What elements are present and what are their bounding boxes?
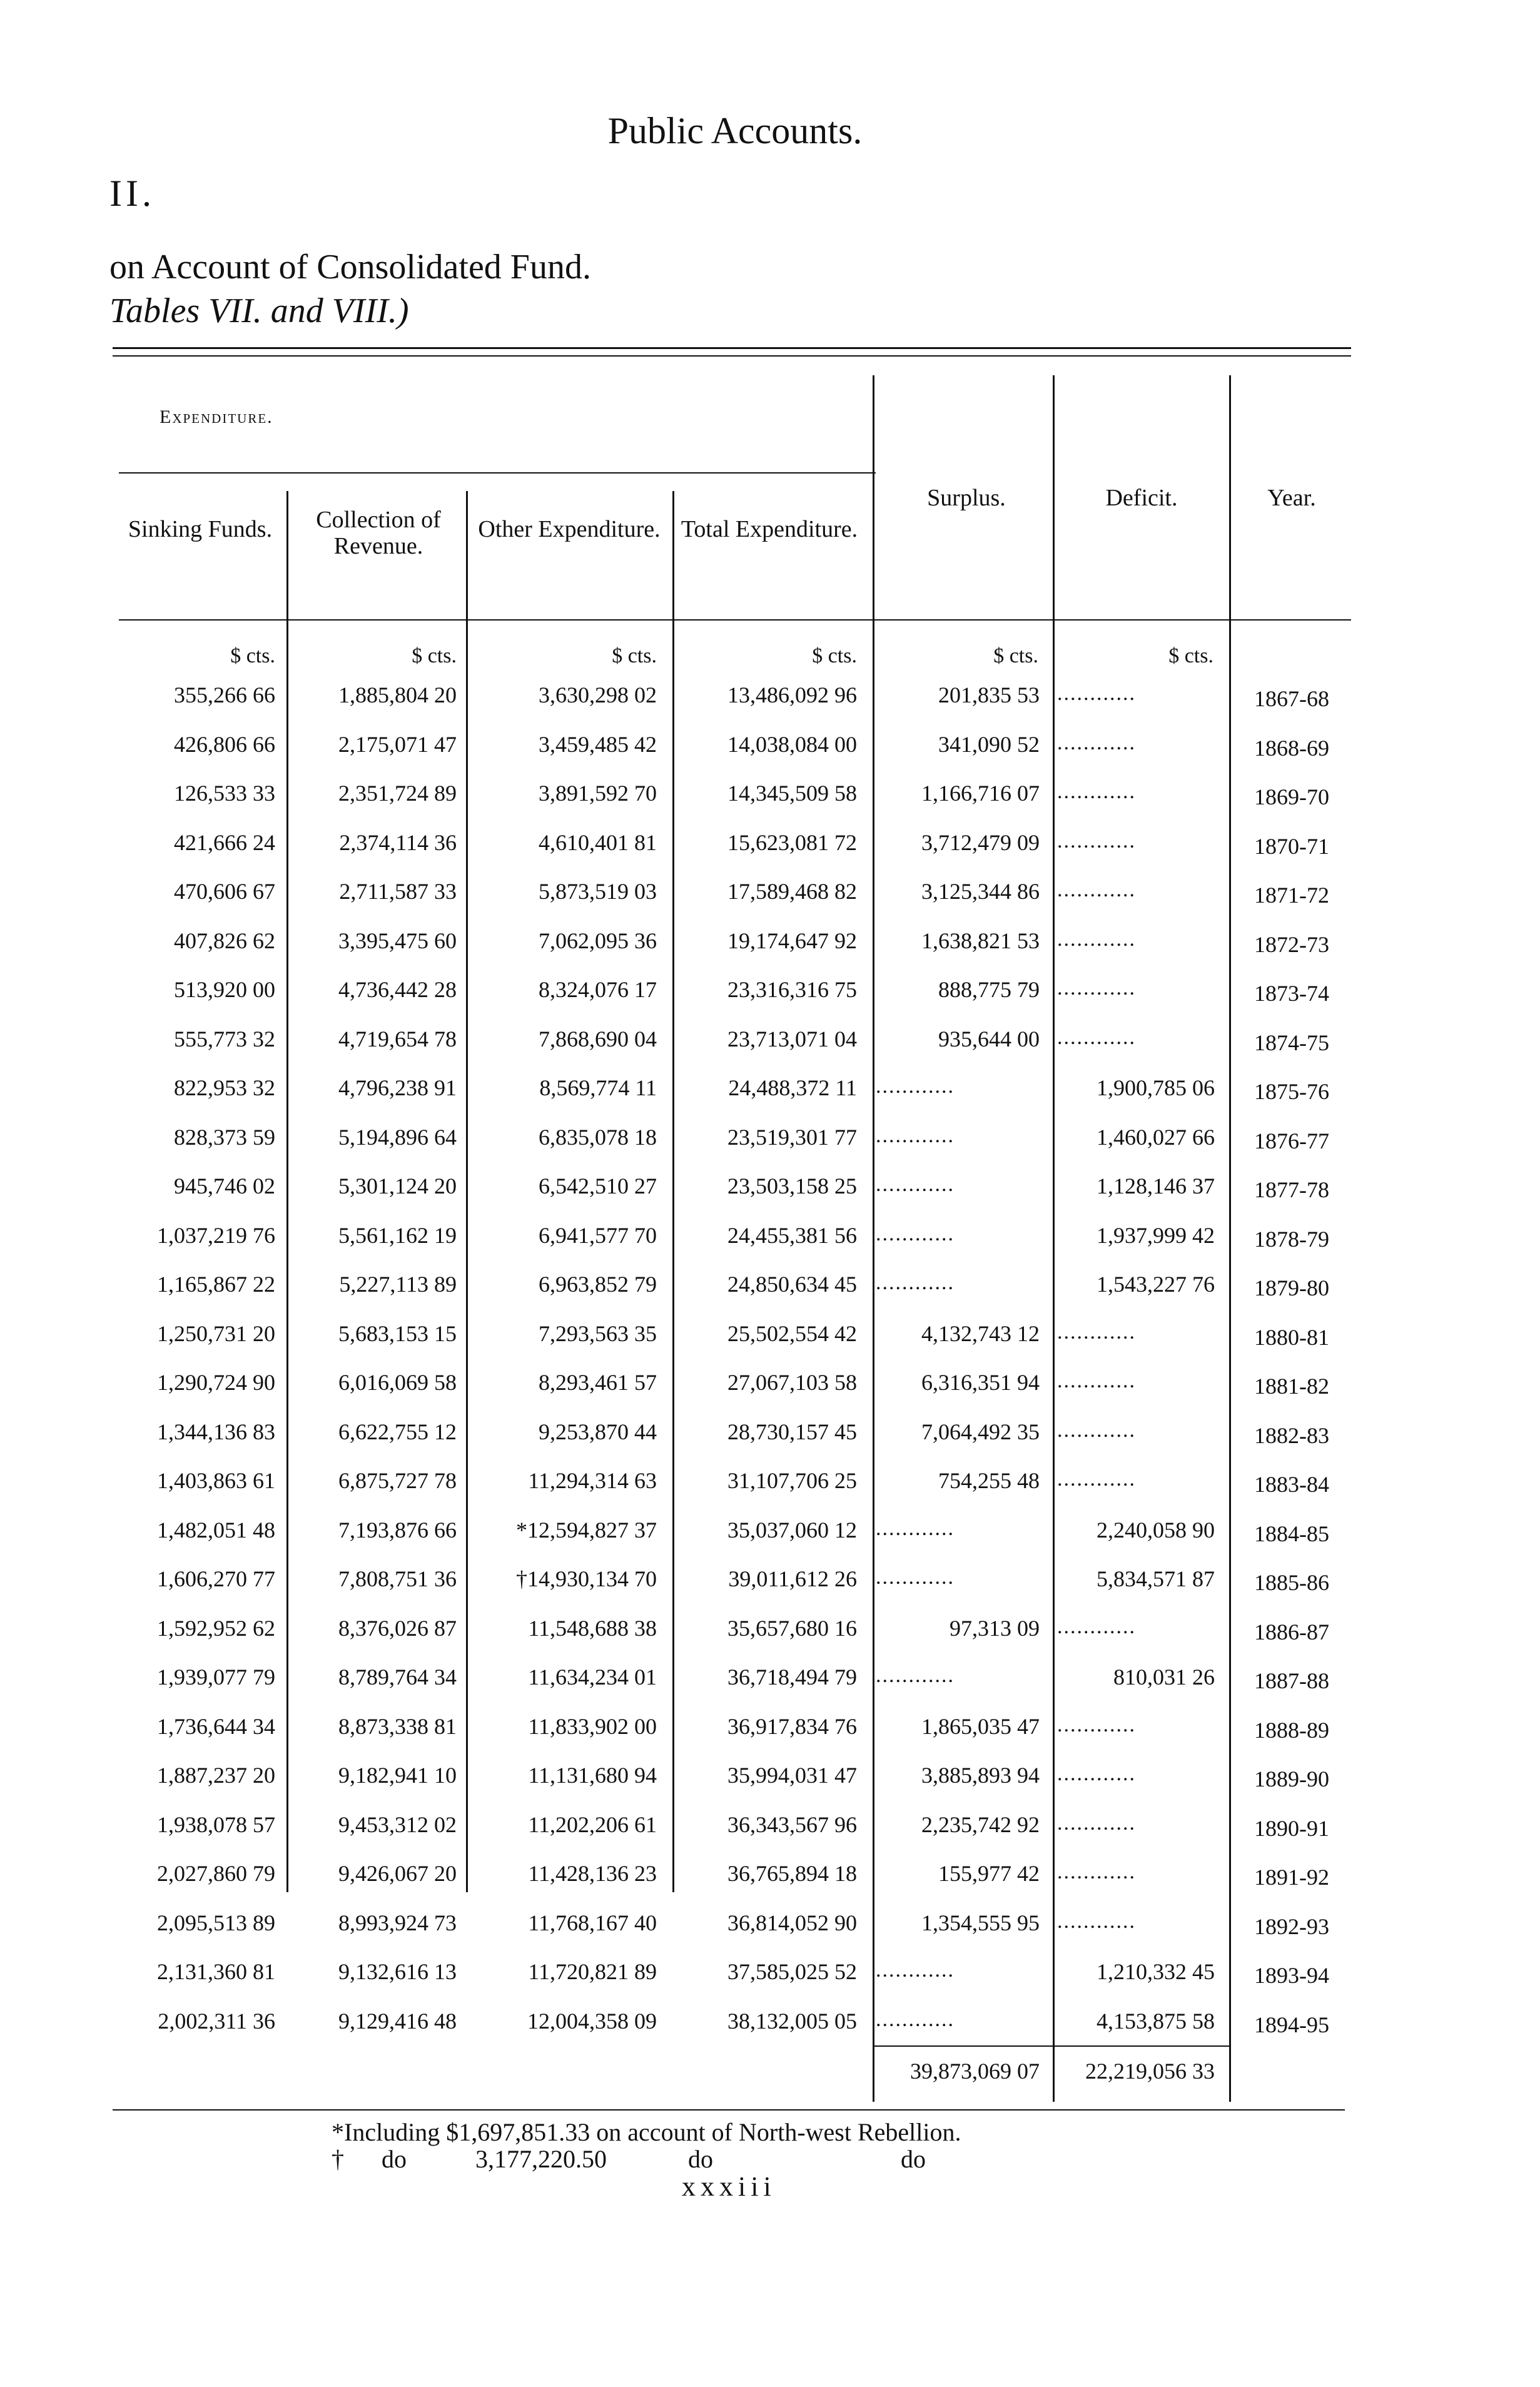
col-rule-1 — [286, 491, 288, 1892]
total-cell: 25,502,554 42 — [727, 1321, 857, 1346]
sinking-cell: 355,266 66 — [174, 682, 275, 707]
year-cell: 1893-94 — [1254, 1963, 1329, 1988]
collection-cell: 1,885,804 20 — [338, 682, 457, 707]
collection-cell: 2,374,114 36 — [339, 830, 457, 855]
subtitle-line-1: on Account of Consolidated Fund. — [109, 248, 591, 286]
collection-cell: 9,182,941 10 — [338, 1763, 457, 1788]
total-cell: 36,343,567 96 — [727, 1812, 857, 1837]
sinking-cell: 426,806 66 — [174, 732, 275, 757]
year-cell: 1883-84 — [1254, 1472, 1329, 1497]
sinking-cell: 2,002,311 36 — [158, 2009, 275, 2034]
sinking-cell: 1,939,077 79 — [157, 1665, 275, 1690]
other-cell: 12,004,358 09 — [527, 2009, 657, 2034]
deficit-leader-dots: ............ — [1057, 1467, 1136, 1491]
top-rule-2 — [113, 355, 1351, 357]
page-title: Public Accounts. — [607, 110, 863, 151]
other-cell: 3,891,592 70 — [539, 781, 657, 806]
year-cell: 1878-79 — [1254, 1227, 1329, 1252]
sinking-cell: 2,027,860 79 — [157, 1861, 275, 1886]
other-cell: 11,720,821 89 — [528, 1959, 657, 1984]
surplus-cell: 888,775 79 — [938, 977, 1040, 1002]
other-cell: 11,294,314 63 — [528, 1468, 657, 1493]
sinking-cell: 1,403,863 61 — [157, 1468, 275, 1493]
total-cell: 31,107,706 25 — [727, 1468, 857, 1493]
total-cell: 36,765,894 18 — [727, 1861, 857, 1886]
sinking-cell: 513,920 00 — [174, 977, 275, 1002]
total-cell: 14,038,084 00 — [727, 732, 857, 757]
surplus-cell: 1,166,716 07 — [921, 781, 1040, 806]
sinking-cell: 1,938,078 57 — [157, 1812, 275, 1837]
sinking-cell: 1,606,270 77 — [157, 1566, 275, 1591]
col-head-collection: Collection of Revenue. — [316, 507, 441, 559]
total-cell: 35,994,031 47 — [727, 1763, 857, 1788]
collection-cell: 8,789,764 34 — [338, 1665, 457, 1690]
subtitle-line-2: Tables VII. and VIII.) — [109, 291, 409, 330]
deficit-leader-dots: ............ — [1057, 1860, 1136, 1883]
year-cell: 1873-74 — [1254, 981, 1329, 1006]
footnote-2-amount: 3,177,220.50 — [475, 2145, 607, 2173]
collection-cell: 7,193,876 66 — [338, 1518, 457, 1543]
year-cell: 1876-77 — [1254, 1128, 1329, 1153]
other-cell: 11,768,167 40 — [528, 1910, 657, 1935]
year-cell: 1875-76 — [1254, 1079, 1329, 1104]
other-cell: 7,868,690 04 — [539, 1026, 657, 1052]
collection-cell: 9,426,067 20 — [338, 1861, 457, 1886]
other-cell: 6,835,078 18 — [539, 1125, 657, 1150]
other-cell: 8,569,774 11 — [539, 1075, 657, 1100]
year-cell: 1872-73 — [1254, 932, 1329, 957]
surplus-cell: 341,090 52 — [938, 732, 1040, 757]
total-cell: 39,011,612 26 — [728, 1566, 857, 1591]
sinking-cell: 828,373 59 — [174, 1125, 275, 1150]
surplus-leader-dots: ............ — [876, 1959, 955, 1982]
deficit-leader-dots: ............ — [1057, 780, 1136, 803]
surplus-cell: 1,865,035 47 — [921, 1714, 1040, 1739]
other-cell: 7,062,095 36 — [539, 928, 657, 953]
col-rule-3 — [672, 491, 674, 1892]
collection-cell: 4,719,654 78 — [338, 1026, 457, 1052]
footnote-2-do: do — [382, 2145, 407, 2173]
header-rule — [119, 619, 1351, 621]
col-rule-5 — [1053, 375, 1055, 2102]
deficit-cell: 1,937,999 42 — [1097, 1223, 1215, 1248]
year-cell: 1871-72 — [1254, 883, 1329, 908]
total-cell: 37,585,025 52 — [727, 1959, 857, 1984]
deficit-leader-dots: ............ — [1057, 1320, 1136, 1344]
total-cell: 15,623,081 72 — [727, 830, 857, 855]
unit-deficit: $ cts. — [1168, 644, 1213, 667]
surplus-cell: 4,132,743 12 — [921, 1321, 1040, 1346]
year-cell: 1870-71 — [1254, 834, 1329, 859]
totals-rule — [874, 2045, 1230, 2047]
year-cell: 1869-70 — [1254, 784, 1329, 809]
sinking-cell: 1,482,051 48 — [157, 1518, 275, 1543]
surplus-cell: 2,235,742 92 — [921, 1812, 1040, 1837]
collection-cell: 9,132,616 13 — [338, 1959, 457, 1984]
other-cell: †14,930,134 70 — [516, 1566, 657, 1591]
year-cell: 1879-80 — [1254, 1275, 1329, 1300]
deficit-cell: 1,900,785 06 — [1097, 1075, 1215, 1100]
total-cell: 13,486,092 96 — [727, 682, 857, 707]
other-cell: 11,833,902 00 — [528, 1714, 657, 1739]
other-cell: 11,428,136 23 — [528, 1861, 657, 1886]
surplus-cell: 3,712,479 09 — [921, 830, 1040, 855]
surplus-cell: 6,316,351 94 — [921, 1370, 1040, 1395]
deficit-leader-dots: ............ — [1057, 682, 1136, 705]
sinking-cell: 1,736,644 34 — [157, 1714, 275, 1739]
surplus-leader-dots: ............ — [876, 1075, 955, 1098]
year-cell: 1881-82 — [1254, 1374, 1329, 1399]
deficit-cell: 1,128,146 37 — [1097, 1173, 1215, 1199]
deficit-leader-dots: ............ — [1057, 878, 1136, 901]
collection-cell: 6,622,755 12 — [338, 1419, 457, 1444]
total-cell: 38,132,005 05 — [727, 2009, 857, 2034]
deficit-leader-dots: ............ — [1057, 1713, 1136, 1736]
unit-surplus: $ cts. — [993, 644, 1038, 667]
total-cell: 27,067,103 58 — [727, 1370, 857, 1395]
deficit-leader-dots: ............ — [1057, 1419, 1136, 1442]
surplus-leader-dots: ............ — [876, 2008, 955, 2031]
year-cell: 1889-90 — [1254, 1766, 1329, 1792]
collection-cell: 4,796,238 91 — [338, 1075, 457, 1100]
col-head-deficit: Deficit. — [1105, 485, 1178, 511]
surplus-cell: 1,638,821 53 — [921, 928, 1040, 953]
collection-cell: 5,301,124 20 — [338, 1173, 457, 1199]
col-rule-6 — [1229, 375, 1231, 2102]
sinking-cell: 1,887,237 20 — [157, 1763, 275, 1788]
sinking-cell: 1,592,952 62 — [157, 1616, 275, 1641]
year-cell: 1894-95 — [1254, 2012, 1329, 2037]
expenditure-underline — [119, 472, 876, 474]
year-cell: 1868-69 — [1254, 736, 1329, 761]
surplus-leader-dots: ............ — [876, 1173, 955, 1196]
year-cell: 1882-83 — [1254, 1423, 1329, 1448]
surplus-cell: 155,977 42 — [938, 1861, 1040, 1886]
sinking-cell: 1,250,731 20 — [157, 1321, 275, 1346]
deficit-leader-dots: ............ — [1057, 1812, 1136, 1835]
total-surplus: 39,873,069 07 — [910, 2059, 1040, 2084]
total-cell: 35,657,680 16 — [727, 1616, 857, 1641]
collection-cell: 5,561,162 19 — [338, 1223, 457, 1248]
deficit-cell: 1,210,332 45 — [1097, 1959, 1215, 1984]
other-cell: 11,634,234 01 — [528, 1665, 657, 1690]
collection-cell: 8,873,338 81 — [338, 1714, 457, 1739]
surplus-leader-dots: ............ — [876, 1124, 955, 1147]
other-cell: 11,131,680 94 — [528, 1763, 657, 1788]
collection-cell: 5,683,153 15 — [338, 1321, 457, 1346]
year-cell: 1886-87 — [1254, 1619, 1329, 1645]
year-cell: 1884-85 — [1254, 1521, 1329, 1546]
surplus-cell: 3,125,344 86 — [921, 879, 1040, 904]
collection-cell: 8,993,924 73 — [338, 1910, 457, 1935]
total-cell: 17,589,468 82 — [727, 879, 857, 904]
surplus-leader-dots: ............ — [876, 1271, 955, 1294]
deficit-leader-dots: ............ — [1057, 731, 1136, 754]
top-rule-1 — [113, 347, 1351, 349]
other-cell: 9,253,870 44 — [539, 1419, 657, 1444]
year-cell: 1885-86 — [1254, 1570, 1329, 1595]
total-cell: 24,850,634 45 — [727, 1272, 857, 1297]
unit-other: $ cts. — [612, 644, 657, 667]
col-head-other: Other Expenditure. — [478, 516, 661, 542]
col-rule-4 — [873, 375, 874, 2102]
total-cell: 23,519,301 77 — [727, 1125, 857, 1150]
surplus-cell: 7,064,492 35 — [921, 1419, 1040, 1444]
collection-cell: 5,227,113 89 — [339, 1272, 457, 1297]
deficit-leader-dots: ............ — [1057, 1369, 1136, 1392]
collection-cell: 2,351,724 89 — [338, 781, 457, 806]
year-cell: 1877-78 — [1254, 1177, 1329, 1202]
deficit-leader-dots: ............ — [1057, 1026, 1136, 1049]
deficit-leader-dots: ............ — [1057, 976, 1136, 1000]
sinking-cell: 1,037,219 76 — [157, 1223, 275, 1248]
collection-cell: 9,129,416 48 — [338, 2009, 457, 2034]
other-cell: 6,963,852 79 — [539, 1272, 657, 1297]
total-cell: 35,037,060 12 — [727, 1518, 857, 1543]
total-cell: 23,316,316 75 — [727, 977, 857, 1002]
total-cell: 36,718,494 79 — [727, 1665, 857, 1690]
total-cell: 23,713,071 04 — [727, 1026, 857, 1052]
surplus-cell: 201,835 53 — [938, 682, 1040, 707]
section-number: II. — [109, 173, 155, 214]
collection-cell: 4,736,442 28 — [338, 977, 457, 1002]
sinking-cell: 421,666 24 — [174, 830, 275, 855]
sinking-cell: 822,953 32 — [174, 1075, 275, 1100]
deficit-cell: 1,543,227 76 — [1097, 1272, 1215, 1297]
deficit-leader-dots: ............ — [1057, 1615, 1136, 1638]
other-cell: 7,293,563 35 — [539, 1321, 657, 1346]
collection-cell: 2,711,587 33 — [339, 879, 457, 904]
col-head-sinking: Sinking Funds. — [128, 516, 273, 542]
deficit-cell: 1,460,027 66 — [1097, 1125, 1215, 1150]
other-cell: 6,542,510 27 — [539, 1173, 657, 1199]
deficit-leader-dots: ............ — [1057, 928, 1136, 951]
year-cell: 1888-89 — [1254, 1718, 1329, 1743]
total-deficit: 22,219,056 33 — [1085, 2059, 1215, 2084]
deficit-cell: 5,834,571 87 — [1097, 1566, 1215, 1591]
collection-cell: 9,453,312 02 — [338, 1812, 457, 1837]
sinking-cell: 1,165,867 22 — [157, 1272, 275, 1297]
expenditure-heading: Expenditure. — [160, 407, 273, 427]
total-cell: 24,488,372 11 — [728, 1075, 857, 1100]
year-cell: 1891-92 — [1254, 1865, 1329, 1890]
footnote-2-ditto-2: do — [901, 2145, 926, 2173]
other-cell: 5,873,519 03 — [539, 879, 657, 904]
unit-sinking: $ cts. — [230, 644, 275, 667]
collection-cell: 6,875,727 78 — [338, 1468, 457, 1493]
year-cell: 1892-93 — [1254, 1914, 1329, 1939]
footnote-2-ditto: do — [688, 2145, 713, 2173]
surplus-leader-dots: ............ — [876, 1566, 955, 1589]
footnote-1: *Including $1,697,851.33 on account of North-west Rebellion. — [332, 2118, 961, 2146]
other-cell: 8,324,076 17 — [539, 977, 657, 1002]
col-rule-2 — [466, 491, 468, 1892]
total-cell: 36,814,052 90 — [727, 1910, 857, 1935]
page-number: xxxiii — [682, 2171, 776, 2202]
surplus-leader-dots: ............ — [876, 1517, 955, 1540]
other-cell: 3,459,485 42 — [539, 732, 657, 757]
collection-cell: 5,194,896 64 — [338, 1125, 457, 1150]
surplus-leader-dots: ............ — [876, 1664, 955, 1687]
other-cell: 4,610,401 81 — [539, 830, 657, 855]
total-cell: 28,730,157 45 — [727, 1419, 857, 1444]
total-cell: 24,455,381 56 — [727, 1223, 857, 1248]
year-cell: 1887-88 — [1254, 1668, 1329, 1693]
surplus-cell: 3,885,893 94 — [921, 1763, 1040, 1788]
year-cell: 1880-81 — [1254, 1325, 1329, 1350]
year-cell: 1890-91 — [1254, 1816, 1329, 1841]
total-cell: 36,917,834 76 — [727, 1714, 857, 1739]
other-cell: *12,594,827 37 — [516, 1518, 657, 1543]
deficit-cell: 4,153,875 58 — [1097, 2009, 1215, 2034]
col-head-total: Total Expenditure. — [681, 516, 858, 542]
footnote-2-mark: † — [332, 2145, 344, 2173]
surplus-cell: 935,644 00 — [938, 1026, 1040, 1052]
unit-total: $ cts. — [812, 644, 857, 667]
deficit-cell: 2,240,058 90 — [1097, 1518, 1215, 1543]
total-cell: 14,345,509 58 — [727, 781, 857, 806]
bottom-rule — [113, 2109, 1345, 2111]
surplus-cell: 1,354,555 95 — [921, 1910, 1040, 1935]
sinking-cell: 945,746 02 — [174, 1173, 275, 1199]
sinking-cell: 2,131,360 81 — [157, 1959, 275, 1984]
collection-cell: 8,376,026 87 — [338, 1616, 457, 1641]
total-cell: 19,174,647 92 — [727, 928, 857, 953]
sinking-cell: 126,533 33 — [174, 781, 275, 806]
surplus-cell: 754,255 48 — [938, 1468, 1040, 1493]
sinking-cell: 1,344,136 83 — [157, 1419, 275, 1444]
deficit-cell: 810,031 26 — [1113, 1665, 1215, 1690]
collection-cell: 7,808,751 36 — [338, 1566, 457, 1591]
other-cell: 11,202,206 61 — [528, 1812, 657, 1837]
other-cell: 3,630,298 02 — [539, 682, 657, 707]
year-cell: 1874-75 — [1254, 1030, 1329, 1055]
other-cell: 8,293,461 57 — [539, 1370, 657, 1395]
sinking-cell: 1,290,724 90 — [157, 1370, 275, 1395]
col-head-surplus: Surplus. — [927, 485, 1006, 511]
year-cell: 1867-68 — [1254, 686, 1329, 711]
sinking-cell: 555,773 32 — [174, 1026, 275, 1052]
deficit-leader-dots: ............ — [1057, 829, 1136, 853]
sinking-cell: 2,095,513 89 — [157, 1910, 275, 1935]
other-cell: 6,941,577 70 — [539, 1223, 657, 1248]
col-head-year: Year. — [1267, 485, 1316, 511]
surplus-cell: 97,313 09 — [950, 1616, 1040, 1641]
total-cell: 23,503,158 25 — [727, 1173, 857, 1199]
deficit-leader-dots: ............ — [1057, 1762, 1136, 1785]
deficit-leader-dots: ............ — [1057, 1910, 1136, 1933]
sinking-cell: 470,606 67 — [174, 879, 275, 904]
collection-cell: 3,395,475 60 — [338, 928, 457, 953]
unit-collection: $ cts. — [412, 644, 457, 667]
other-cell: 11,548,688 38 — [528, 1616, 657, 1641]
collection-cell: 2,175,071 47 — [338, 732, 457, 757]
sinking-cell: 407,826 62 — [174, 928, 275, 953]
surplus-leader-dots: ............ — [876, 1222, 955, 1245]
collection-cell: 6,016,069 58 — [338, 1370, 457, 1395]
